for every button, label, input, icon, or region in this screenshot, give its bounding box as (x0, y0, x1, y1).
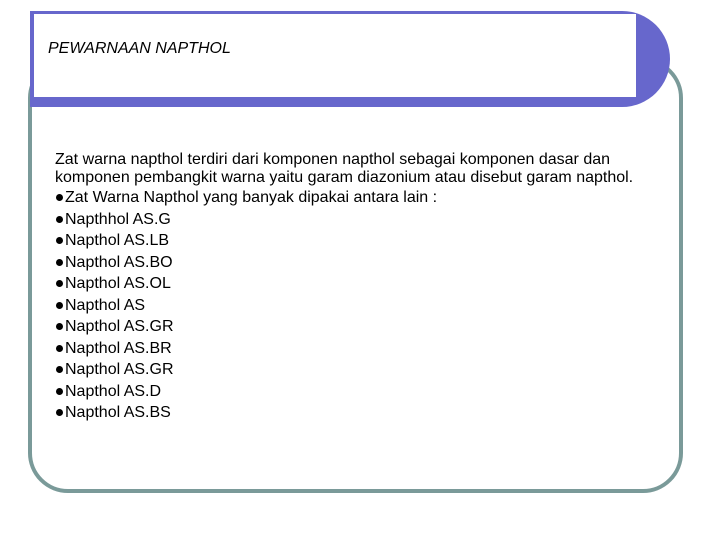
bullet-icon (56, 323, 63, 330)
bullet-icon (56, 366, 63, 373)
bullet-icon (56, 194, 63, 201)
slide-title: PEWARNAAN NAPTHOL (48, 40, 231, 57)
bullet-icon (56, 237, 63, 244)
title-underline (34, 94, 636, 97)
list-item: Zat Warna Napthol yang banyak dipakai antara lain : (55, 187, 675, 209)
list-item: Napthol AS.BR (55, 338, 675, 360)
list-item: Napthol AS.BO (55, 252, 675, 274)
list-item: Napthol AS (55, 295, 675, 317)
list-item: Napthol AS.D (55, 381, 675, 403)
list-item: Napthol AS.OL (55, 273, 675, 295)
bullet-icon (56, 302, 63, 309)
list-item: Napthol AS.GR (55, 359, 675, 381)
bullet-icon (56, 388, 63, 395)
bullet-icon (56, 216, 63, 223)
bullet-icon (56, 280, 63, 287)
bullet-list (55, 187, 675, 424)
bullet-icon (56, 409, 63, 416)
intro-paragraph: Zat warna napthol terdiri dari komponen napthol sebagai komponen dasar dan komponen pembangkit warna yaitu garam diazonium atau disebut garam napthol. (55, 151, 634, 186)
slide-body (55, 151, 675, 424)
list-item: Napthol AS.BS (55, 402, 675, 424)
bullet-icon (56, 345, 63, 352)
bullet-icon (56, 259, 63, 266)
list-item: Napthol AS.LB (55, 230, 675, 252)
list-item: Napthol AS.GR (55, 316, 675, 338)
list-item: Napthhol AS.G (55, 209, 675, 231)
